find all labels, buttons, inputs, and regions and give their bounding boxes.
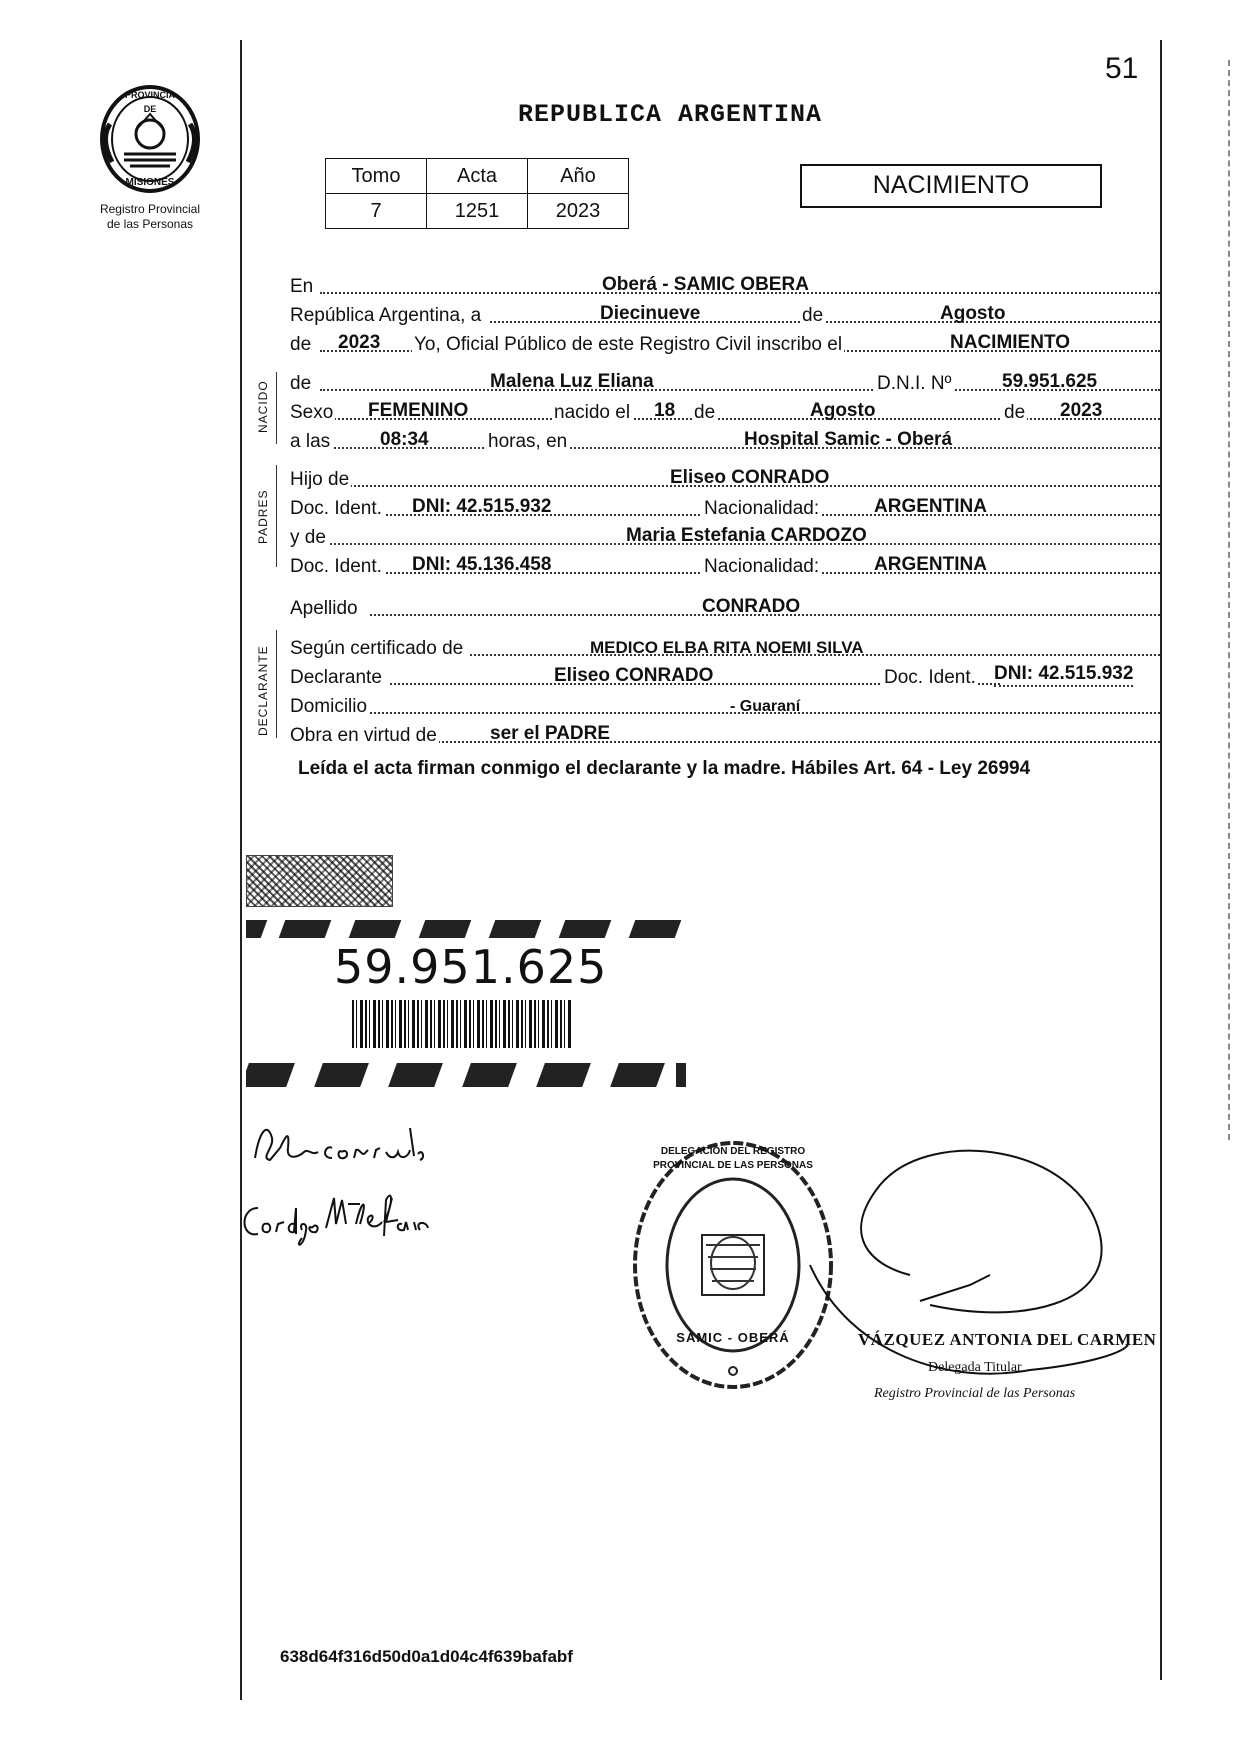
officer-signature [780,1125,1130,1390]
nacionalidad1-value: ARGENTINA [874,496,987,517]
seal-ring-top: PROVINCIA DE [124,90,175,114]
officer-institution: Registro Provincial de las Personas [874,1386,1076,1401]
row-padre [290,461,1160,491]
yde-label: y de [290,527,326,548]
nacimiento-anio: 2023 [1060,400,1103,421]
lugar-value: Hospital Samic - Oberá [744,429,953,450]
signature-father [250,1118,430,1173]
sexo-label: Sexo [290,402,334,423]
nombre-value: Malena Luz Eliana [490,371,654,392]
tomo-header: Tomo [326,159,427,194]
nacionalidad1-label: Nacionalidad: [704,498,820,519]
row-nombre [290,365,1160,395]
obra-value: ser el PADRE [490,723,611,744]
nacido-el-label: nacido el [554,402,631,423]
de2-label: de [290,334,312,355]
signature-drawing [236,1178,476,1258]
anio-header: Año [528,159,629,194]
stamp-ring-text: DELEGACIÓN DEL REGISTRO PROVINCIAL DE LAS PERSONAS [653,1146,813,1171]
security-pattern-icon [246,1060,686,1090]
de5-label: de [1004,402,1026,423]
scan-edge-marks [1228,60,1233,1140]
section-nacido-label: NACIDO [256,380,270,433]
en-value: Oberá - SAMIC OBERA [602,274,809,295]
record-grid [325,158,629,229]
row-obra [290,717,1160,747]
row-sexo [290,394,1160,424]
dia-value: Diecinueve [600,303,701,324]
en-label: En [290,276,314,297]
inscribe-value: NACIMIENTO [950,332,1070,353]
sexo-value: FEMENINO [368,400,469,421]
doc2-value: DNI: 45.136.458 [412,554,552,575]
anio-value: 2023 [528,194,629,229]
acta-header: Acta [427,159,528,194]
page-number: 51 [1105,52,1139,85]
segun-value: MEDICO ELBA RITA NOEMI SILVA [590,638,864,657]
nacimiento-mes: Agosto [810,400,876,421]
hora-value: 08:34 [380,429,429,450]
doc1-label: Doc. Ident. [290,498,382,519]
row-inscribe [290,326,1160,356]
row-declarante [290,659,1160,689]
republica-label: República Argentina, a [290,305,482,326]
horas-en-label: horas, en [488,431,568,452]
section-nacido-bar [276,372,277,444]
barcode [352,1000,572,1048]
oficial-text: Yo, Oficial Público de este Registro Civil inscribo el [414,334,843,355]
seal-caption-1: Registro Provincial [99,202,201,216]
document-hash: 638d64f316d50d0a1d04c4f639bafabf [280,1647,573,1666]
section-padres-bar [276,465,277,567]
declarante-value: Eliseo CONRADO [554,665,714,686]
madre-value: Maria Estefania CARDOZO [626,525,867,546]
row-hora [290,423,1160,453]
doc1-value: DNI: 42.515.932 [412,496,552,517]
apellido-label: Apellido [290,598,358,619]
obra-label: Obra en virtud de [290,725,437,746]
stamp-office: SAMIC - OBERÁ [676,1330,790,1345]
mes-value: Agosto [940,303,1006,324]
nacionalidad2-value: ARGENTINA [874,554,987,575]
record-type-box: NACIMIENTO [800,164,1102,208]
signature-drawing [250,1118,430,1168]
country-title: REPUBLICA ARGENTINA [518,100,823,129]
domicilio-label: Domicilio [290,696,368,717]
row-certificado [290,630,1160,660]
security-pattern-icon [246,918,686,940]
section-declarante-bar [276,630,277,738]
row-en [290,268,1160,298]
declarante-label: Declarante [290,667,382,688]
provincial-seal [90,84,210,194]
seal-caption-2: de las Personas [106,217,194,231]
anio-inscripcion: 2023 [338,332,381,353]
row-doc-madre [290,548,1160,578]
doc3-label: Doc. Ident. [884,667,976,688]
security-band-top [246,918,686,940]
section-padres-label: PADRES [256,489,270,544]
row-fecha [290,297,1160,327]
section-declarante-label: DECLARANTE [256,645,270,736]
signature-mother [236,1178,476,1263]
apellido-value: CONRADO [702,596,801,617]
nacimiento-dia: 18 [654,400,676,421]
tomo-value: 7 [326,194,427,229]
security-band-bottom [246,1060,686,1090]
legal-text: Leída el acta firman conmigo el declarante y la madre. Hábiles Art. 64 - Ley 26994 [298,758,1031,779]
row-domicilio [290,688,1160,718]
dni-label: D.N.I. Nº [877,373,952,394]
dni-value: 59.951.625 [1002,371,1098,392]
row-madre [290,519,1160,549]
doc3-value: DNI: 42.515.932 [994,663,1133,687]
hijo-label: Hijo de [290,469,350,490]
row-apellido [290,590,1160,620]
doc2-label: Doc. Ident. [290,556,382,577]
padre-value: Eliseo CONRADO [670,467,830,488]
left-margin-line [240,40,242,1700]
nacionalidad2-label: Nacionalidad: [704,556,820,577]
right-margin-line [1160,40,1162,1680]
alas-label: a las [290,431,331,452]
row-doc-padre [290,490,1160,520]
segun-label: Según certificado de [290,638,464,659]
domicilio-value: - Guaraní [730,698,801,715]
officer-role: Delegada Titular [928,1360,1022,1375]
security-hologram [246,855,393,907]
de3-label: de [290,373,312,394]
acta-value: 1251 [427,194,528,229]
officer-name: VÁZQUEZ ANTONIA DEL CARMEN [858,1330,1157,1349]
seal-ring-bottom: MISIONES [125,177,175,188]
barcode-number: 59.951.625 [334,940,608,994]
de4-label: de [694,402,716,423]
de-label: de [802,305,824,326]
